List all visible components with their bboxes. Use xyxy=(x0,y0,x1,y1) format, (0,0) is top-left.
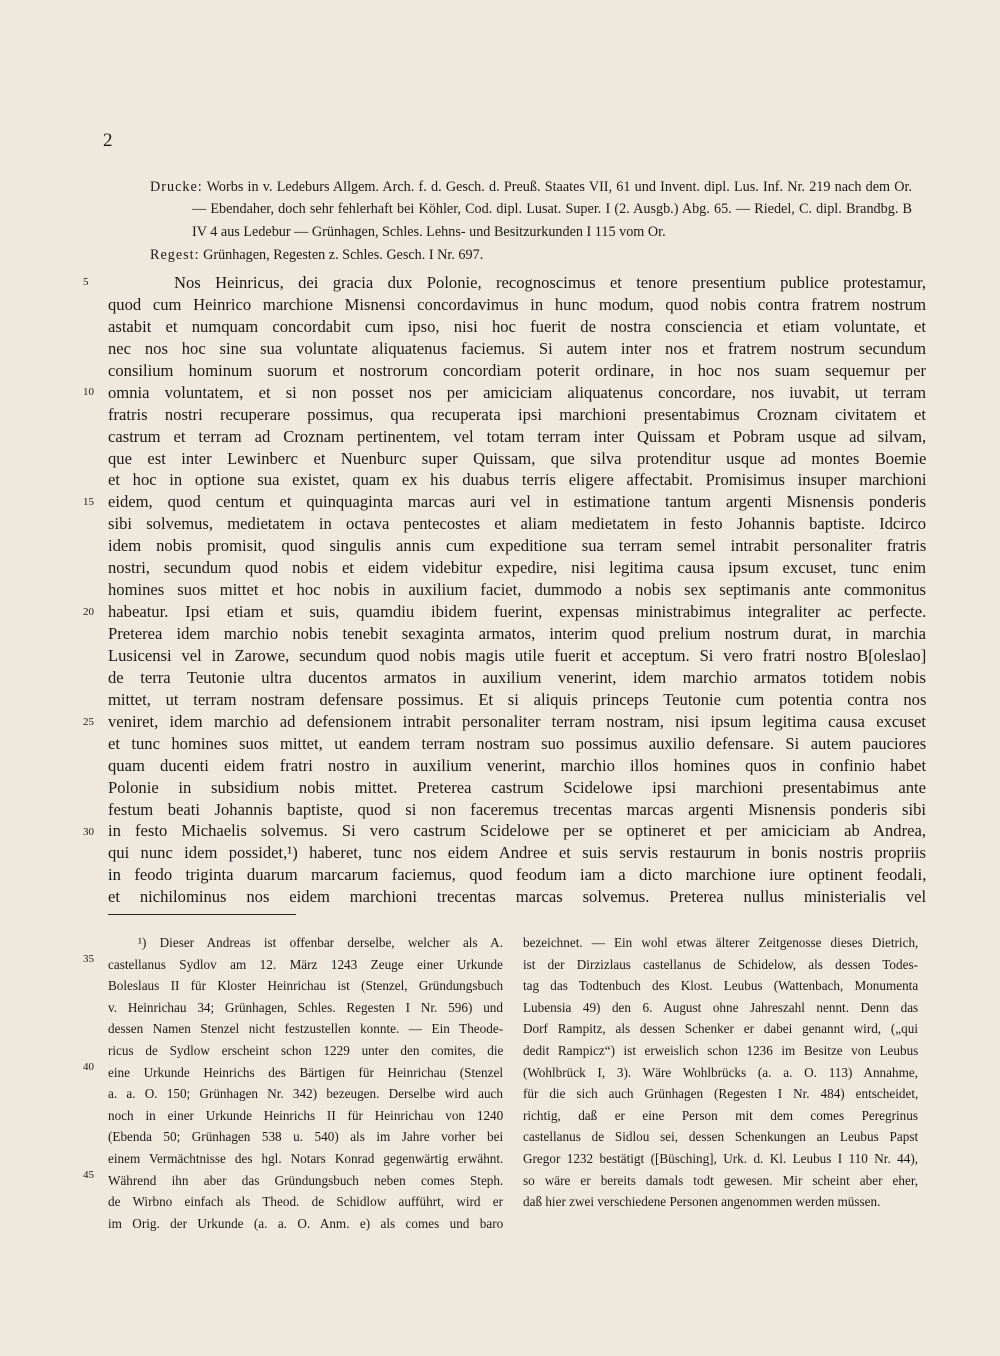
line-number: 30 xyxy=(83,826,94,838)
footnote-line: Während ihn aber das Gründungsbuch neben comes Steph. xyxy=(108,1172,504,1188)
text-line: et nichilominus nos eidem marchioni trecentas marcas solvemus. Preterea nullus ministerialis vel xyxy=(108,887,927,907)
text-line: et hoc in optione sua existet, quam ex his duabus terris eligere affectabit. Promisimus insuper marchioni xyxy=(108,470,927,490)
prints-text: Worbs in v. Ledeburs Allgem. Arch. f. d. Gesch. d. Preuß. Staates VII, 61 und Invent. dipl. Lus. Inf. Nr. 219 nach dem Or. — Ebendaher, doch sehr fehlerhaft bei Köhler, Cod. dipl. Lusat. Super. I (2. Ausgb.) Abg. 65. — Riedel, C. dipl. Brandbg. B IV 4 aus Ledebur — Grünhagen, Schles. Lehns- und Besitzurkunden I 115 vom Or. xyxy=(192,179,913,240)
footnote-line: ist der Dirzizlaus castellanus de Schidelow, als dessen Todes- xyxy=(523,956,918,972)
footnote-line: a. a. O. 150; Grünhagen Nr. 342) bezeugen. Derselbe wird auch xyxy=(108,1086,503,1102)
text-line: eidem, quod centum et quinquaginta marcas auri vel in estimatione tantum argenti Misnensis ponderis xyxy=(108,492,927,512)
footnote-line: eine Urkunde Heinrichs des Bärtigen für Heinrichau (Stenzel xyxy=(108,1064,503,1080)
footnote-line: bezeichnet. — Ein wohl etwas älterer Zeitgenosse dieses Dietrich, xyxy=(523,935,919,950)
regest-note xyxy=(150,244,912,266)
text-line: mittet, ut terram nostram defensare possimus. Et si aliquis princeps Teutonie cum potentia contra nos xyxy=(108,689,927,709)
text-line: in festo Michaelis solvemus. Si vero castrum Scidelowe per se optineret et per amiciciam ab Andrea, xyxy=(108,821,926,841)
footnote-line: Boleslaus II für Kloster Heinrichau ist (Stenzel, Gründungsbuch xyxy=(108,978,504,994)
text-line: quod cum Heinrico marchione Misnensi concordavimus in hunc modum, quod nobis contra fratrem nostrum xyxy=(108,294,926,314)
footnote-divider xyxy=(108,914,296,915)
text-line: sibi solvemus, medietatem in octava pentecostes et aliam medietatem in festo Johannis baptiste. Idcirco xyxy=(108,514,927,534)
footnote-line: v. Heinrichau 34; Grünhagen, Schles. Regesten I Nr. 596) und xyxy=(108,999,503,1015)
text-line: et tunc homines suos mittet, ut eandem terram nostram suo possimus auxilio defensare. Si autem pauciores xyxy=(108,733,927,753)
text-line: astabit et numquam concordabit cum ipso, nisi hoc fuerit de nostra consciencia et etiam voluntate, et xyxy=(108,316,926,336)
footnote-line: Dorf Rampitz, als dessen Schenker er dabei genannt wird, („qui xyxy=(523,1021,918,1037)
source-notes xyxy=(150,176,912,267)
charter-text xyxy=(108,272,926,908)
footnote-line: Lubensia 49) den 6. August ohne Jahreszahl nennt. Denn das xyxy=(523,999,919,1015)
footnote-line: ¹) Dieser Andreas ist offenbar derselbe, welcher als A. xyxy=(138,935,503,950)
text-line: Polonie in subsidium nobis mittet. Preterea castrum Scidelowe ipsi marchioni presentabimus ante xyxy=(108,777,927,797)
line-number: 20 xyxy=(83,606,94,618)
footnote-line: de Wirbno einfach als Theod. de Schidlow aufführt, wird er xyxy=(108,1194,504,1210)
text-line: omnia voluntatem, et si non posset nos per amiciciam aliquatenus concordare, nos iuvabit, ut terram xyxy=(108,382,927,402)
text-line: festum beati Johannis baptiste, quod si non faceremus trecentas marcas argenti Misnensis ponderis sibi xyxy=(108,799,926,819)
text-line: Nos Heinricus, dei gracia dux Polonie, recognoscimus et tenore presentium publice protestamur, xyxy=(174,273,926,292)
footnote-line: einem Vermächtnisse des hgl. Notars Konrad gegenwärtig erwähnt. xyxy=(108,1150,504,1166)
text-line: quam ducenti eidem fratri nostro in auxilium venerint, marchio illos homines quos in confinio habet xyxy=(108,755,927,775)
regest-text: Grünhagen, Regesten z. Schles. Gesch. I Nr. 697. xyxy=(203,247,484,264)
text-line: nec nos hoc sine sua voluntate aliquatenus faciemus. Si autem inter nos et fratrem nostrum secundum xyxy=(108,338,926,358)
text-line: idem nobis promisit, quod singulis annis cum expeditione sua terram semel intrabit personaliter fratris xyxy=(108,536,927,556)
footnote-line: richtig, daß er eine Person mit dem comes Peregrinus xyxy=(523,1107,918,1123)
line-number: 25 xyxy=(83,716,94,728)
footnote-line: für die sich auch Grünhagen (Regesten I Nr. 484) entscheidet, xyxy=(523,1086,919,1102)
footnote-line: tag das Todtenbuch des Klost. Leubus (Wattenbach, Monumenta xyxy=(523,978,919,994)
page-number: 2 xyxy=(103,130,113,151)
text-line: habeatur. Ipsi etiam et suis, quamdiu ibidem fuerint, expensas ministrabimus integraliter ac perfecte. xyxy=(108,602,927,622)
footnote-line: im Orig. der Urkunde (a. a. O. Anm. e) als comes und baro xyxy=(108,1215,504,1231)
prints-label: Drucke: xyxy=(150,179,203,195)
footnote-line: Gregor 1232 bestätigt ([Büsching], Urk. d. Kl. Leubus I 110 Nr. 44), xyxy=(523,1150,919,1166)
text-line: que est inter Lewinberc et Nuenburc super Quissam, que silva protenditur usque ad montes Boemie xyxy=(108,448,927,468)
footnote-line: daß hier zwei verschiedene Personen angenommen werden müssen. xyxy=(523,1194,881,1210)
regest-label: Regest: xyxy=(150,247,200,264)
margin-line-numbers xyxy=(83,272,103,912)
text-line: qui nunc idem possidet,¹) haberet, tunc nos eidem Andree et suis servis restaurum in bonis nostris propriis xyxy=(108,843,926,863)
footnote-line: noch in einer Urkunde Heinrichs II für Heinrichau von 1240 xyxy=(108,1107,504,1123)
line-number: 35 xyxy=(83,953,94,965)
footnote-line: (Wohlbrück I, 3). Wäre Wohlbrücks (a. a. O. 113) Annahme, xyxy=(523,1064,918,1080)
footnote-column-right xyxy=(523,932,918,1213)
text-line: nostri, secundum quod nobis et eidem videbitur expedire, nisi legitima causa ipsum excuset, tunc enim xyxy=(108,558,926,578)
line-number: 10 xyxy=(83,386,94,398)
line-number: 40 xyxy=(83,1061,94,1073)
text-line: Lusicensi vel in Zarowe, secundum quod nobis magis utile fuerit et acceptum. Si vero fratri nostro B[oleslao] xyxy=(108,645,927,665)
prints-note xyxy=(150,176,912,243)
text-line: de terra Teutonie ultra ducentos armatos in auxilium venerint, idem marchio armatos totidem nobis xyxy=(108,667,926,687)
line-number: 45 xyxy=(83,1169,94,1181)
text-line: fratris nostri recuperare possimus, qua recuperata ipsi marchioni presentabimus Croznam civitatem et xyxy=(108,404,926,424)
footnote-line: ricus de Sydlow erscheint schon 1229 unter den comites, die xyxy=(108,1042,504,1058)
line-number: 5 xyxy=(83,276,89,288)
text-line: castrum et terram ad Croznam pertinentem, vel totam terram inter Quissam et Pobram usque ad silvam, xyxy=(108,426,927,446)
text-line: homines suos mittet et hoc nobis in auxilium faciet, dummodo a nobis sex septimanis ante commonitus xyxy=(108,580,926,600)
footnote-line: (Ebenda 50; Grünhagen 538 u. 540) als im Jahre vorher bei xyxy=(108,1129,504,1145)
footnote-line: castellanus de Sidlou sei, dessen Schenkungen an Leubus Papst xyxy=(523,1129,919,1145)
text-line: in feodo triginta duarum marcarum faciemus, quod feodum iam a dicto marchione iure optinent feodali, xyxy=(108,865,927,885)
footnote-line: castellanus Sydlov am 12. März 1243 Zeuge einer Urkunde xyxy=(108,956,503,972)
text-line: veniret, idem marchio ad defensionem intrabit personaliter terram nostram, nisi ipsum legitima causa excuset xyxy=(108,711,926,731)
footnote-column-left xyxy=(108,932,503,1234)
footnote-line: so wäre er bereits damals todt gewesen. Mir scheint aber eher, xyxy=(523,1172,918,1188)
line-number: 15 xyxy=(83,496,94,508)
footnote-line: dessen Namen Stenzel nicht festzustellen konnte. — Ein Theode- xyxy=(108,1021,504,1037)
footnote-line: dedit Rampicz“) ist erweislich schon 1236 im Besitze von Leubus xyxy=(523,1042,919,1058)
text-line: consilium hominum suorum et nostrorum concordiam poterit ordinare, in hoc nos suam sequemur per xyxy=(108,360,926,380)
text-line: Preterea idem marchio nobis tenebit sexaginta armatos, interim quod prelium nostrum durat, in marchia xyxy=(108,624,926,643)
